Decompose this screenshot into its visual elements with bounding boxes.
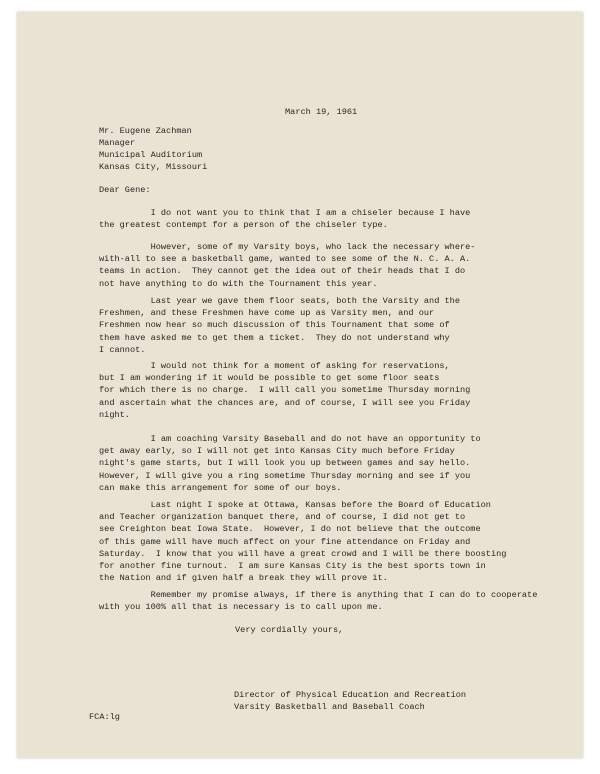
signature-block: Director of Physical Education and Recreation Varsity Basketball and Baseball Coach	[234, 690, 467, 713]
paragraph-3: Last year we gave them floor seats, both the Varsity and the Freshmen, and these Freshmen have come up as Varsity men, and our Freshmen now hear so much discussion of this Tournament that some of them have asked me to get them a ticket. They do not understand why I cannot.	[99, 296, 460, 355]
paragraph-1: I do not want you to think that I am a chiseler because I have the greatest contempt for a person of the chiseler type.	[99, 208, 471, 231]
recipient-name: Mr. Eugene Zachman	[99, 126, 192, 136]
closing: Very cordially yours,	[235, 625, 344, 635]
reference-initials: FCA:lg	[89, 712, 120, 722]
paragraph-2: However, some of my Varsity boys, who lack the necessary where- with-all to see a basketball game, wanted to see some of the N. C. A. A. teams in action. They cannot get the idea out of their heads that I do not have anything to do with the Tournament this year.	[99, 242, 476, 289]
paragraph-4: I would not think for a moment of asking for reservations, but I am wondering if it would be possible to get some floor seats for which there is no charge. I will call you sometime Thursday morning and ascertain what the chances are, and of course, I will see you Friday night.	[99, 361, 471, 420]
letter-date: March 19, 1961	[285, 107, 358, 117]
paragraph-7: Remember my promise always, if there is anything that I can do to cooperate with you 100% all that is necessary is to call upon me.	[99, 590, 538, 613]
letter-page	[17, 12, 583, 758]
paragraph-6: Last night I spoke at Ottawa, Kansas before the Board of Education and Teacher organization banquet there, and of course, I did not get to see Creighton beat Iowa State. However, I do not believe that the outcome of this game will have much affect on your fine attendance on Friday and Saturday. I know that you will have a great crowd and I will be there boosting for another fine turnout. I am sure Kansas City is the best sports town in the Nation and if given half a break they will prove it.	[99, 500, 507, 584]
recipient-organization: Municipal Auditorium	[99, 150, 203, 160]
paragraph-5: I am coaching Varsity Baseball and do not have an opportunity to get away early, so I will not get into Kansas City much before Friday night's game starts, but I will look you up between games and say hello. However, I will give you a ring sometime Thursday morning and see if you can make this arrangement for some of our boys.	[99, 434, 481, 493]
salutation: Dear Gene:	[99, 185, 151, 195]
recipient-title: Manager	[99, 138, 136, 148]
recipient-city: Kansas City, Missouri	[99, 162, 208, 172]
